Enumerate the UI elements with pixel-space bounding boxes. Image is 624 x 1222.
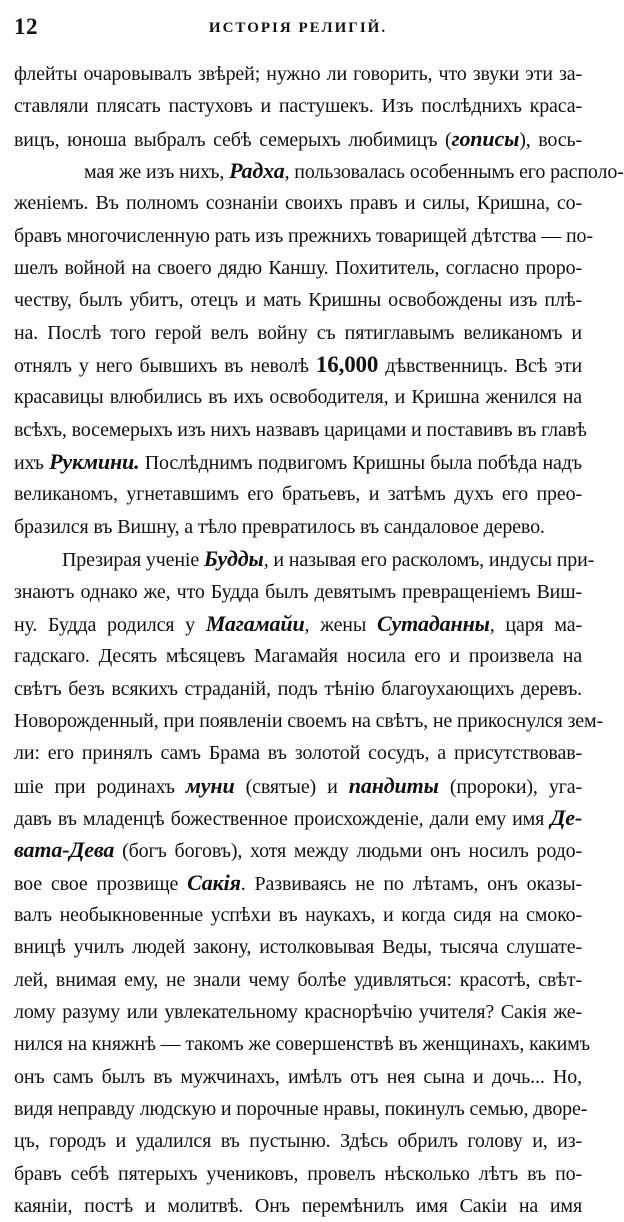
text-segment: знаютъ однако же, что Будда былъ девятымъ превращеніемъ Виш- xyxy=(14,580,582,603)
body-text xyxy=(14,58,624,1222)
running-head xyxy=(14,14,582,44)
text-line xyxy=(14,1028,590,1060)
text-segment: бравъ многочисленную рать изъ прежнихъ товарищей дѣтства — по- xyxy=(14,224,593,247)
text-segment: , жены xyxy=(304,613,377,636)
text-line xyxy=(14,90,582,122)
text-segment: (святые) и xyxy=(234,775,349,798)
text-segment: вое свое прозвище xyxy=(14,872,188,895)
text-line xyxy=(14,1125,582,1157)
text-segment: цъ, городъ и удалился въ пустыню. Здѣсь обрилъ голову и, из- xyxy=(14,1130,582,1153)
text-line xyxy=(14,220,593,252)
text-segment: ставляли плясать пастуховъ и пастушекъ. Изъ послѣднихъ краса- xyxy=(14,95,582,118)
emphasized-term: Сакія xyxy=(187,869,241,895)
text-segment: Презирая ученіе xyxy=(62,549,204,572)
text-line xyxy=(14,1093,588,1125)
text-line xyxy=(14,511,582,543)
page-number: 12 xyxy=(14,14,38,39)
text-line xyxy=(14,673,582,705)
text-segment: онъ самъ былъ въ мужчинахъ, имѣлъ отъ нея сына и дочь... Но, xyxy=(14,1065,582,1088)
text-segment: дѣвственницъ. Всѣ эти xyxy=(378,355,582,378)
text-line xyxy=(14,1158,582,1190)
text-segment: бравъ себѣ пятерыхъ учениковъ, провелъ нѣсколько лѣтъ въ по- xyxy=(14,1162,582,1185)
text-line xyxy=(14,187,582,219)
emphasized-term: Радха xyxy=(229,158,285,184)
text-line xyxy=(14,349,582,381)
text-line xyxy=(14,1061,582,1093)
text-segment: Послѣднимъ подвигомъ Кришны была побѣда надъ xyxy=(139,452,582,475)
text-line xyxy=(14,446,582,478)
text-segment: отнялъ у него бывшихъ въ неволѣ xyxy=(14,355,316,378)
text-segment: (пророки), уга- xyxy=(438,775,582,798)
text-segment: , царя ма- xyxy=(489,613,582,636)
text-line xyxy=(14,867,582,899)
text-segment: (богъ боговъ), хотя между людьми онъ носилъ родо- xyxy=(114,840,582,863)
text-segment: великаномъ, угнетавшимъ его братьевъ, и затѣмъ духъ его прео- xyxy=(14,483,582,506)
text-segment: свѣтъ безъ всякихъ страданій, подъ тѣнію благоухающихъ деревъ. xyxy=(14,677,582,700)
text-segment: лому разуму или увлекательному краснорѣчію учителя? Сакія же- xyxy=(14,1000,582,1023)
text-line xyxy=(14,58,582,90)
text-line xyxy=(14,608,582,640)
emphasized-term: Магамайи xyxy=(205,610,305,636)
text-segment: бразился въ Вишну, а тѣло превратилось въ сандаловое дерево. xyxy=(14,515,545,538)
text-segment: женіемъ. Въ полномъ сознаніи своихъ правъ и силы, Кришна, со- xyxy=(14,192,582,215)
text-line xyxy=(14,640,582,672)
text-segment: вницѣ училъ людей закону, истолковывая Веды, тысяча слушате- xyxy=(14,936,582,959)
emphasized-term: Будды xyxy=(203,546,264,572)
text-line xyxy=(14,931,582,963)
text-segment: давъ въ младенцѣ божественное происхожденіе, дали ему имя xyxy=(14,807,551,830)
text-segment: нился на княжнѣ — такомъ же совершенствѣ въ женщинахъ, какимъ xyxy=(14,1033,590,1056)
text-segment: видя неправду людскую и порочные нравы, покинулъ семью, дворе- xyxy=(14,1098,588,1120)
text-segment: . Развиваясь не по лѣтамъ, онъ оказы- xyxy=(240,872,582,895)
text-line xyxy=(14,576,582,608)
running-title: ИСТОРІЯ РЕЛИГІЙ. xyxy=(208,20,388,36)
emphasized-term: муни xyxy=(185,772,235,798)
text-line xyxy=(14,802,582,834)
text-segment: флейты очаровывалъ звѣрей; нужно ли говорить, что звуки эти за- xyxy=(14,63,582,85)
text-line xyxy=(14,770,582,802)
text-segment: всѣхъ, восемерыхъ изъ нихъ назвавъ царицами и поставивъ въ главѣ xyxy=(14,418,587,441)
text-segment: ну. Будда родился у xyxy=(14,613,206,636)
text-segment: вицъ, юноша выбралъ себѣ семерыхъ любимицъ ( xyxy=(14,128,452,151)
text-line xyxy=(14,964,582,996)
text-line xyxy=(14,284,582,316)
numeral: 16,000 xyxy=(315,352,379,378)
text-line xyxy=(14,123,582,155)
emphasized-term: Де- xyxy=(550,804,582,830)
emphasized-term: пандиты xyxy=(348,772,439,798)
text-line xyxy=(14,1190,582,1222)
text-segment: валъ необыкновенные успѣхи въ наукахъ, и когда сидя на смоко- xyxy=(14,903,582,926)
text-segment: ли: его принялъ самъ Брама въ золотой сосудъ, а присутствовав- xyxy=(14,742,582,765)
text-segment: ихъ xyxy=(14,452,50,475)
emphasized-term: гописы xyxy=(451,125,520,151)
emphasized-term: Рукмини. xyxy=(49,449,140,475)
text-line xyxy=(14,381,582,413)
text-segment: мая же изъ нихъ, xyxy=(84,161,230,184)
text-line xyxy=(14,737,582,769)
text-segment: честву, былъ убитъ, отецъ и мать Кришны освобождены изъ плѣ- xyxy=(14,289,582,312)
text-line xyxy=(14,414,587,446)
text-line xyxy=(14,252,582,284)
text-line xyxy=(14,899,582,931)
text-segment: гадскаго. Десять мѣсяцевъ Магамайя носила его и произвела на xyxy=(14,645,582,668)
text-line xyxy=(14,317,582,349)
emphasized-term: Сутаданны xyxy=(376,610,490,636)
emphasized-term: вата-Дева xyxy=(14,837,115,863)
text-segment: на. Послѣ того герой велъ войну съ пятиглавымъ великаномъ и xyxy=(14,321,582,344)
text-segment: каяніи, постѣ и молитвѣ. Онъ перемѣнилъ имя Сакіи на имя xyxy=(14,1195,582,1218)
text-segment: , и называя его расколомъ, индусы при- xyxy=(263,549,595,572)
text-segment: шіе при родинахъ xyxy=(14,775,186,798)
text-segment: , пользовалась особеннымъ его располо- xyxy=(284,161,624,184)
text-line xyxy=(14,478,582,510)
text-segment: красавицы влюбились въ ихъ освободителя, и Кришна женился на xyxy=(14,386,582,409)
text-segment: ), вось- xyxy=(519,128,582,151)
text-line xyxy=(14,155,624,187)
text-segment: шелъ войной на своего дядю Каншу. Похититель, согласно проро- xyxy=(14,257,582,280)
text-line xyxy=(14,543,595,575)
text-line xyxy=(14,705,604,737)
text-segment: Новорожденный, при появленіи своемъ на свѣтъ, не прикоснулся зем- xyxy=(14,709,604,732)
text-segment: лей, внимая ему, не знали чему болѣе удивляться: красотѣ, свѣт- xyxy=(14,968,582,991)
text-line xyxy=(14,996,582,1028)
text-line xyxy=(14,834,582,866)
